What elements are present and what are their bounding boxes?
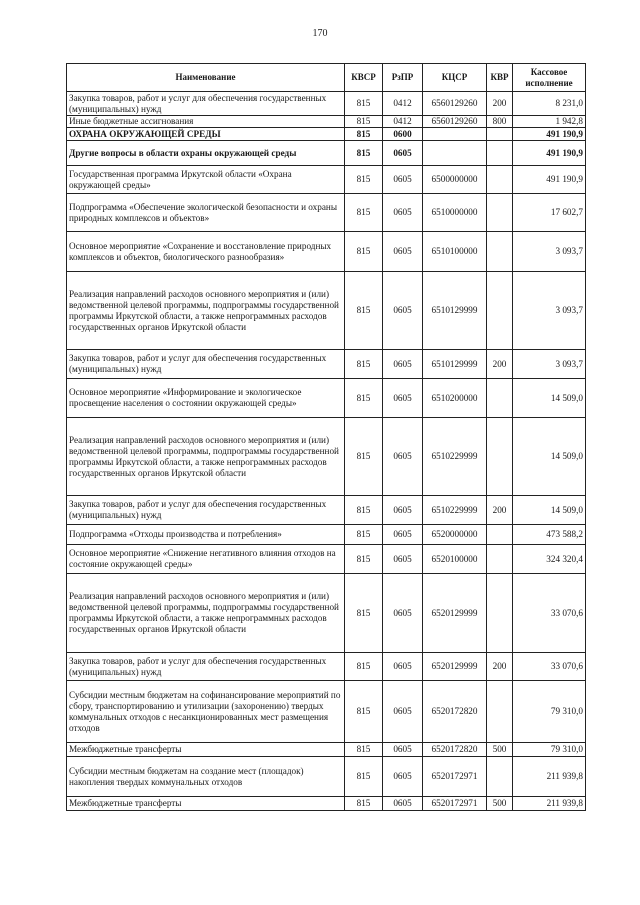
cell-amount: 8 231,0 <box>513 92 586 116</box>
cell-rzpr: 0605 <box>383 525 423 545</box>
table-row <box>67 141 586 166</box>
table-row <box>67 496 586 525</box>
cell-rzpr: 0605 <box>383 166 423 194</box>
cell-kvr: 800 <box>487 116 513 128</box>
table-row <box>67 272 586 350</box>
cell-rzpr: 0605 <box>383 350 423 379</box>
cell-kcsr: 6520172820 <box>423 681 487 743</box>
cell-kvsr: 815 <box>345 574 383 653</box>
cell-kvr <box>487 166 513 194</box>
cell-rzpr: 0600 <box>383 128 423 141</box>
cell-kvr <box>487 272 513 350</box>
cell-kvsr: 815 <box>345 743 383 757</box>
cell-kvsr: 815 <box>345 194 383 232</box>
cell-amount: 79 310,0 <box>513 743 586 757</box>
cell-rzpr: 0605 <box>383 141 423 166</box>
cell-name: Иные бюджетные ассигнования <box>67 116 345 128</box>
cell-amount: 211 939,8 <box>513 797 586 811</box>
cell-amount: 3 093,7 <box>513 232 586 272</box>
cell-kvr <box>487 545 513 574</box>
cell-kcsr: 6510229999 <box>423 496 487 525</box>
cell-kvsr: 815 <box>345 797 383 811</box>
cell-kvsr: 815 <box>345 653 383 681</box>
cell-amount: 491 190,9 <box>513 166 586 194</box>
cell-kcsr: 6520000000 <box>423 525 487 545</box>
cell-kcsr: 6560129260 <box>423 92 487 116</box>
cell-name: Реализация направлений расходов основного мероприятия и (или) ведомственной целевой программы, подпрограммы государственной программы Иркутской области, а также непрограммных расходов государственных органов Иркутской области <box>67 272 345 350</box>
column-header-kvsr: КВСР <box>345 64 383 92</box>
cell-amount: 1 942,8 <box>513 116 586 128</box>
cell-amount: 14 509,0 <box>513 496 586 525</box>
cell-kvsr: 815 <box>345 757 383 797</box>
cell-rzpr: 0605 <box>383 681 423 743</box>
cell-rzpr: 0605 <box>383 797 423 811</box>
page-number: 170 <box>312 28 328 39</box>
cell-kvr <box>487 525 513 545</box>
column-header-rzpr: РзПР <box>383 64 423 92</box>
cell-amount: 3 093,7 <box>513 350 586 379</box>
cell-amount: 324 320,4 <box>513 545 586 574</box>
cell-kvr <box>487 418 513 496</box>
cell-amount: 3 093,7 <box>513 272 586 350</box>
table-row <box>67 92 586 116</box>
table-row <box>67 743 586 757</box>
table-row <box>67 545 586 574</box>
table-row <box>67 116 586 128</box>
cell-kvsr: 815 <box>345 92 383 116</box>
cell-amount: 491 190,9 <box>513 128 586 141</box>
cell-amount: 211 939,8 <box>513 757 586 797</box>
cell-amount: 33 070,6 <box>513 653 586 681</box>
cell-kvsr: 815 <box>345 166 383 194</box>
cell-name: Межбюджетные трансферты <box>67 797 345 811</box>
cell-kcsr: 6510129999 <box>423 350 487 379</box>
cell-name: Основное мероприятие «Снижение негативного влияния отходов на состояние окружающей среды» <box>67 545 345 574</box>
cell-name: Закупка товаров, работ и услуг для обеспечения государственных (муниципальных) нужд <box>67 496 345 525</box>
cell-rzpr: 0605 <box>383 545 423 574</box>
budget-table <box>66 63 586 811</box>
cell-rzpr: 0605 <box>383 194 423 232</box>
table-row <box>67 797 586 811</box>
cell-kvsr: 815 <box>345 681 383 743</box>
cell-kcsr: 6510000000 <box>423 194 487 232</box>
cell-name: ОХРАНА ОКРУЖАЮЩЕЙ СРЕДЫ <box>67 128 345 141</box>
cell-rzpr: 0412 <box>383 116 423 128</box>
cell-amount: 17 602,7 <box>513 194 586 232</box>
cell-kcsr: 6520100000 <box>423 545 487 574</box>
cell-name: Основное мероприятие «Информирование и экологическое просвещение населения о состоянии окружающей среды» <box>67 379 345 418</box>
cell-rzpr: 0412 <box>383 92 423 116</box>
cell-kcsr <box>423 128 487 141</box>
cell-amount: 14 509,0 <box>513 418 586 496</box>
cell-name: Закупка товаров, работ и услуг для обеспечения государственных (муниципальных) нужд <box>67 92 345 116</box>
column-header-kcsr: КЦСР <box>423 64 487 92</box>
cell-kvr: 200 <box>487 350 513 379</box>
cell-kvsr: 815 <box>345 545 383 574</box>
cell-kvr <box>487 232 513 272</box>
cell-name: Основное мероприятие «Сохранение и восстановление природных комплексов и объектов, биологического разнообразия» <box>67 232 345 272</box>
table-row <box>67 757 586 797</box>
cell-kvr <box>487 757 513 797</box>
cell-name: Реализация направлений расходов основного мероприятия и (или) ведомственной целевой программы, подпрограммы государственной программы Иркутской области, а также непрограммных расходов государственных органов Иркутской области <box>67 418 345 496</box>
cell-kvr: 200 <box>487 92 513 116</box>
cell-kcsr: 6510129999 <box>423 272 487 350</box>
cell-name: Закупка товаров, работ и услуг для обеспечения государственных (муниципальных) нужд <box>67 350 345 379</box>
cell-name: Подпрограмма «Обеспечение экологической безопасности и охраны природных комплексов и объектов» <box>67 194 345 232</box>
cell-kcsr: 6510229999 <box>423 418 487 496</box>
cell-name: Государственная программа Иркутской области «Охрана окружающей среды» <box>67 166 345 194</box>
cell-kvsr: 815 <box>345 418 383 496</box>
cell-kvr <box>487 681 513 743</box>
cell-kcsr <box>423 141 487 166</box>
cell-rzpr: 0605 <box>383 496 423 525</box>
table-row <box>67 194 586 232</box>
table-row <box>67 574 586 653</box>
cell-kcsr: 6520129999 <box>423 574 487 653</box>
cell-rzpr: 0605 <box>383 272 423 350</box>
cell-kvr <box>487 194 513 232</box>
column-header-name: Наименование <box>67 64 345 92</box>
table-header-row <box>67 64 586 92</box>
cell-kvr: 200 <box>487 496 513 525</box>
column-header-amount: Кассовое исполнение <box>513 64 586 92</box>
cell-kcsr: 6520129999 <box>423 653 487 681</box>
cell-name: Межбюджетные трансферты <box>67 743 345 757</box>
cell-kvr <box>487 141 513 166</box>
cell-kvsr: 815 <box>345 350 383 379</box>
cell-kvr <box>487 128 513 141</box>
cell-amount: 79 310,0 <box>513 681 586 743</box>
cell-kvsr: 815 <box>345 232 383 272</box>
cell-rzpr: 0605 <box>383 418 423 496</box>
cell-kcsr: 6520172971 <box>423 797 487 811</box>
cell-kcsr: 6500000000 <box>423 166 487 194</box>
cell-amount: 491 190,9 <box>513 141 586 166</box>
cell-rzpr: 0605 <box>383 379 423 418</box>
cell-name: Субсидии местным бюджетам на софинансирование мероприятий по сбору, транспортированию и утилизации (захоронению) твердых коммунальных отходов с несанкционированных мест размещения отходов <box>67 681 345 743</box>
cell-kcsr: 6520172971 <box>423 757 487 797</box>
cell-kcsr: 6520172820 <box>423 743 487 757</box>
cell-name: Реализация направлений расходов основного мероприятия и (или) ведомственной целевой программы, подпрограммы государственной программы Иркутской области, а также непрограммных расходов государственных органов Иркутской области <box>67 574 345 653</box>
table-row <box>67 525 586 545</box>
cell-amount: 33 070,6 <box>513 574 586 653</box>
cell-rzpr: 0605 <box>383 743 423 757</box>
cell-rzpr: 0605 <box>383 574 423 653</box>
table-row <box>67 379 586 418</box>
cell-kvsr: 815 <box>345 128 383 141</box>
cell-kvr: 500 <box>487 743 513 757</box>
table-row <box>67 681 586 743</box>
cell-rzpr: 0605 <box>383 232 423 272</box>
cell-name: Другие вопросы в области охраны окружающей среды <box>67 141 345 166</box>
cell-kvr <box>487 379 513 418</box>
cell-name: Субсидии местным бюджетам на создание мест (площадок) накопления твердых коммунальных отходов <box>67 757 345 797</box>
cell-kvsr: 815 <box>345 379 383 418</box>
cell-kvr: 200 <box>487 653 513 681</box>
cell-kcsr: 6510200000 <box>423 379 487 418</box>
cell-kvsr: 815 <box>345 272 383 350</box>
table-row <box>67 128 586 141</box>
cell-rzpr: 0605 <box>383 653 423 681</box>
table-row <box>67 418 586 496</box>
cell-kcsr: 6510100000 <box>423 232 487 272</box>
cell-amount: 14 509,0 <box>513 379 586 418</box>
cell-kvr: 500 <box>487 797 513 811</box>
cell-kvsr: 815 <box>345 496 383 525</box>
cell-kvsr: 815 <box>345 525 383 545</box>
column-header-kvr: КВР <box>487 64 513 92</box>
cell-kcsr: 6560129260 <box>423 116 487 128</box>
cell-kvsr: 815 <box>345 141 383 166</box>
cell-name: Подпрограмма «Отходы производства и потребления» <box>67 525 345 545</box>
cell-name: Закупка товаров, работ и услуг для обеспечения государственных (муниципальных) нужд <box>67 653 345 681</box>
table-row <box>67 350 586 379</box>
cell-kvr <box>487 574 513 653</box>
table-row <box>67 232 586 272</box>
table-row <box>67 653 586 681</box>
cell-kvsr: 815 <box>345 116 383 128</box>
cell-rzpr: 0605 <box>383 757 423 797</box>
table-row <box>67 166 586 194</box>
cell-amount: 473 588,2 <box>513 525 586 545</box>
